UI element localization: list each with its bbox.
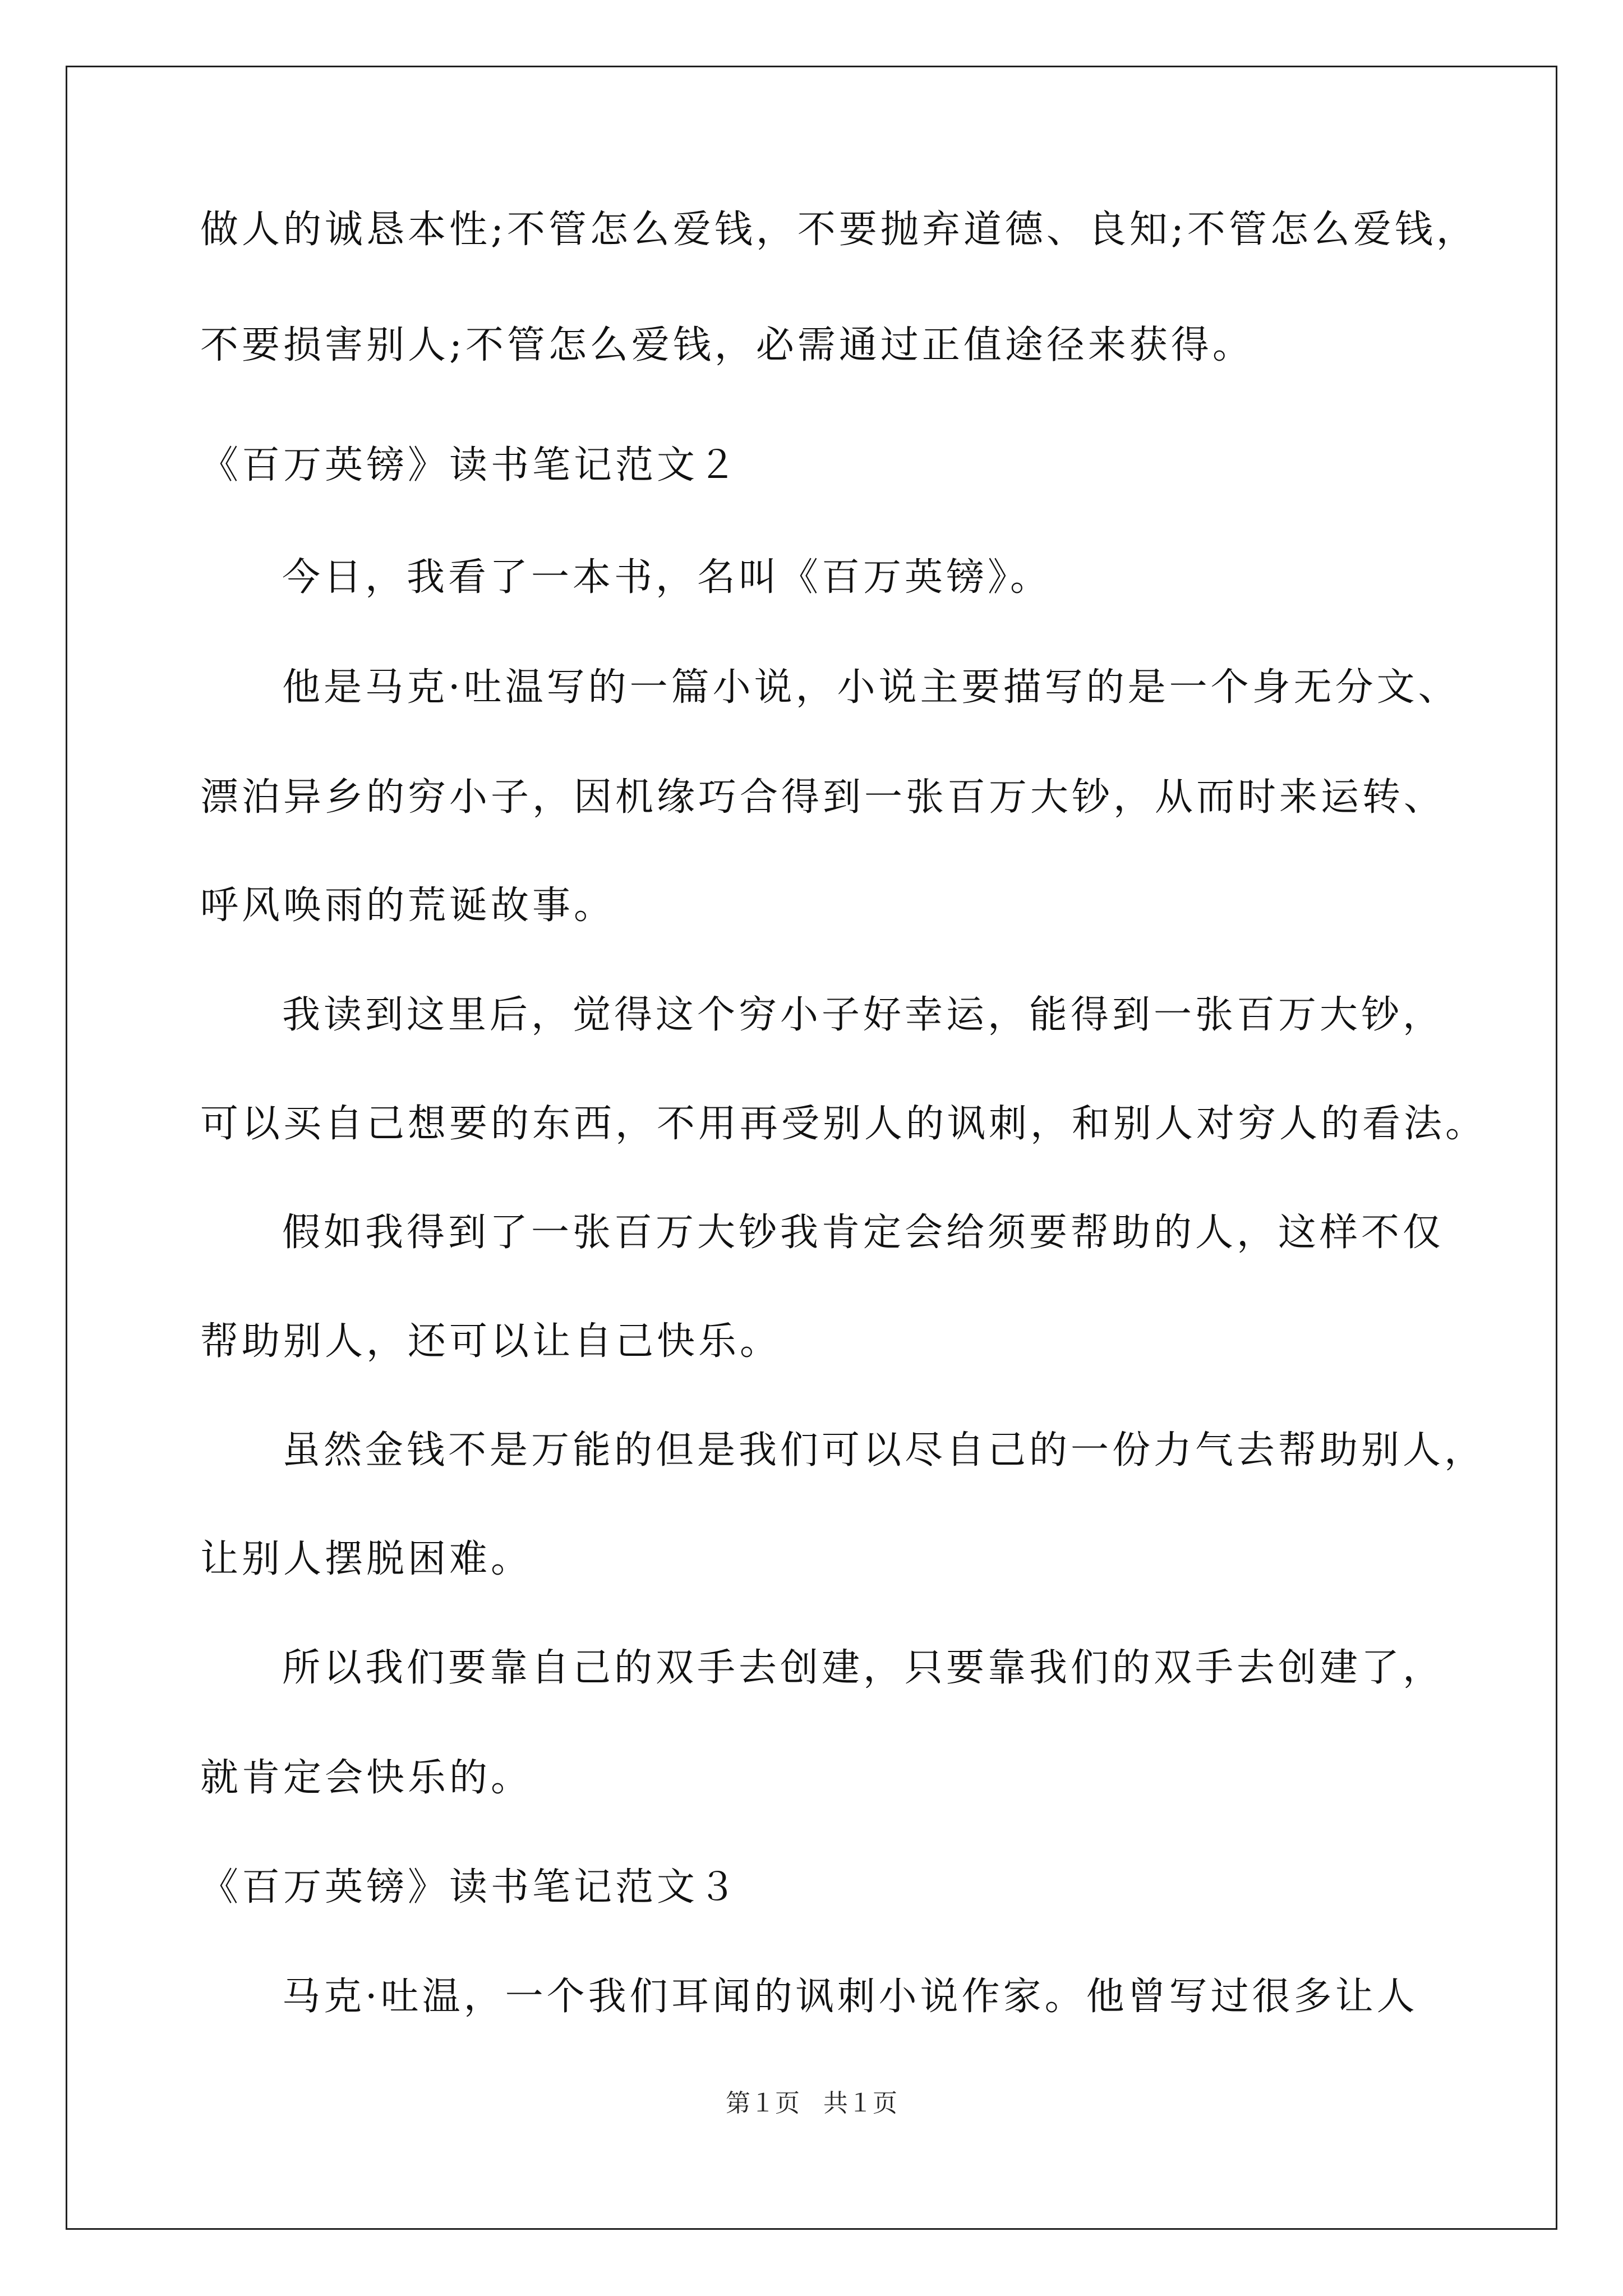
- section-heading: 《百万英镑》读书笔记范文３: [200, 1865, 740, 1910]
- paragraph-start: 假如我得到了一张百万大钞我肯定会给须要帮助的人，这样不仅: [282, 1211, 1445, 1255]
- page-footer: [0, 2087, 1623, 2120]
- text-line: 做人的诚恳本性;不管怎么爱钱，不要抛弃道德、良知;不管怎么爱钱，: [200, 208, 1478, 252]
- section-heading: 《百万英镑》读书笔记范文２: [200, 443, 740, 487]
- paragraph-start: 马克·吐温，一个我们耳闻的讽刺小说作家。他曾写过很多让人: [282, 1975, 1418, 2019]
- page-total: 共１页: [823, 2089, 897, 2118]
- text-line: 让别人摆脱困难。: [200, 1537, 533, 1581]
- text-line: 不要损害别人;不管怎么爱钱，必需通过正值途径来获得。: [200, 323, 1254, 367]
- paragraph-start: 虽然金钱不是万能的但是我们可以尽自己的一份力气去帮助别人，: [282, 1428, 1486, 1473]
- paragraph-start: 今日，我看了一本书，名叫《百万英镑》。: [282, 555, 1052, 600]
- text-line: 就肯定会快乐的。: [200, 1756, 533, 1800]
- paragraph-start: 他是马克·吐温写的一篇小说，小说主要描写的是一个身无分文、: [282, 665, 1460, 710]
- text-line: 呼风唤雨的荒诞故事。: [200, 884, 616, 928]
- paragraph-start: 我读到这里后，觉得这个穷小子好幸运，能得到一张百万大钞，: [282, 993, 1445, 1037]
- text-line: 帮助别人，还可以让自己快乐。: [200, 1319, 782, 1364]
- text-line: 可以买自己想要的东西，不用再受别人的讽刺，和别人对穷人的看法。: [200, 1102, 1487, 1146]
- page-number: 第１页: [726, 2089, 800, 2118]
- text-line: 漂泊异乡的穷小子，因机缘巧合得到一张百万大钞，从而时来运转、: [200, 775, 1446, 820]
- paragraph-start: 所以我们要靠自己的双手去创建，只要靠我们的双手去创建了，: [282, 1646, 1445, 1690]
